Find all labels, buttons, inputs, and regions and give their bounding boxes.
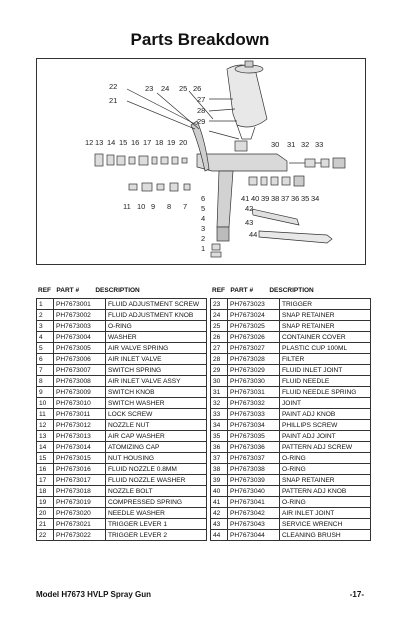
callout-label: 17 [143,138,152,147]
table-row [211,332,371,343]
cell-part: PH7673036 [228,442,280,453]
table-row [211,398,371,409]
cell-desc: FLUID NEEDLE SPRING [280,387,371,398]
cell-ref: 10 [37,398,54,409]
callout-label: 23 [145,84,154,93]
callout-label: 44 [249,230,258,239]
cell-ref: 33 [211,409,228,420]
cell-desc: PAINT ADJ KNOB [280,409,371,420]
cell-ref: 17 [37,475,54,486]
table-row [211,431,371,442]
cell-ref: 29 [211,365,228,376]
callout-label: 9 [151,202,156,211]
table-row [211,365,371,376]
cell-ref: 38 [211,464,228,475]
cell-part: PH7673003 [54,321,106,332]
desc-header: DESCRIPTION [95,287,140,294]
cell-desc: FILTER [280,354,371,365]
cell-desc: PATTERN ADJ SCREW [280,442,371,453]
cell-ref: 42 [211,508,228,519]
cell-desc: FLUID NOZZLE WASHER [106,475,207,486]
callout-label: 32 [301,140,310,149]
cell-desc: AIR INLET VALVE [106,354,207,365]
ref-header: REF [212,287,225,294]
part-header: PART # [56,287,80,294]
cell-desc: ATOMIZING CAP [106,442,207,453]
callout-label: 43 [245,218,254,227]
callout-label: 25 [179,84,188,93]
table-row [211,310,371,321]
cell-desc: FLUID NEEDLE [280,376,371,387]
table-row [211,420,371,431]
cell-part: PH7673022 [54,530,106,541]
table-row [211,486,371,497]
cell-ref: 37 [211,453,228,464]
cell-desc: SNAP RETAINER [280,321,371,332]
cell-desc: FLUID NOZZLE 0.8MM [106,464,207,475]
cell-part: PH7673029 [228,365,280,376]
callout-label: 35 [301,194,310,203]
cell-desc: AIR INLET VALVE ASSY [106,376,207,387]
ref-header: REF [38,287,51,294]
cell-ref: 43 [211,519,228,530]
cell-desc: PHILLIPS SCREW [280,420,371,431]
callout-label: 29 [197,117,206,126]
callout-label: 19 [167,138,176,147]
cell-desc: NUT HOUSING [106,453,207,464]
cell-part: PH7673014 [54,442,106,453]
cell-ref: 44 [211,530,228,541]
cell-ref: 35 [211,431,228,442]
table-row [37,420,207,431]
gun-body [197,154,287,171]
cell-desc: SERVICE WRENCH [280,519,371,530]
callout-label: 8 [167,202,172,211]
table-row [211,530,371,541]
table-row [211,475,371,486]
cell-part: PH7673024 [228,310,280,321]
cell-ref: 23 [211,299,228,310]
desc-header: DESCRIPTION [269,287,314,294]
table-row [211,508,371,519]
cell-ref: 9 [37,387,54,398]
table-row [37,497,207,508]
cell-ref: 22 [37,530,54,541]
table-row [37,508,207,519]
table-row [37,409,207,420]
table-row [211,453,371,464]
cell-ref: 4 [37,332,54,343]
cell-part: PH7673020 [54,508,106,519]
callout-label: 42 [245,204,254,213]
cell-part: PH7673032 [228,398,280,409]
cell-part: PH7673006 [54,354,106,365]
cell-part: PH7673023 [228,299,280,310]
parts-diagram [36,58,366,265]
table-row [211,387,371,398]
cell-part: PH7673027 [228,343,280,354]
cell-desc: SNAP RETAINER [280,310,371,321]
cell-part: PH7673034 [228,420,280,431]
cell-desc: SWITCH WASHER [106,398,207,409]
cell-part: PH7673015 [54,453,106,464]
callout-label: 31 [287,140,296,149]
callout-label: 26 [193,84,202,93]
cell-part: PH7673007 [54,365,106,376]
table-row [211,354,371,365]
table-row [37,519,207,530]
callout-label: 24 [161,84,170,93]
callout-label: 3 [201,224,206,233]
cell-ref: 40 [211,486,228,497]
callout-label: 10 [137,202,146,211]
callout-label: 18 [155,138,164,147]
cell-ref: 2 [37,310,54,321]
callout-label: 1 [201,244,206,253]
cell-desc: NEEDLE WASHER [106,508,207,519]
callout-label: 28 [197,106,206,115]
cell-part: PH7673037 [228,453,280,464]
cell-part: PH7673016 [54,464,106,475]
callout-label: 15 [119,138,128,147]
callout-label: 30 [271,140,280,149]
cell-ref: 1 [37,299,54,310]
cell-part: PH7673026 [228,332,280,343]
cell-ref: 14 [37,442,54,453]
table-row [211,519,371,530]
callout-label: 5 [201,204,206,213]
table-row [211,343,371,354]
cell-desc: SWITCH KNOB [106,387,207,398]
cell-ref: 6 [37,354,54,365]
table-row [37,321,207,332]
cell-part: PH7673042 [228,508,280,519]
cell-desc: NOZZLE NUT [106,420,207,431]
table-row [37,332,207,343]
cell-desc: TRIGGER LEVER 2 [106,530,207,541]
table-row [211,299,371,310]
cell-ref: 30 [211,376,228,387]
table-row [37,486,207,497]
cup-shape [227,65,267,127]
cell-desc: O-RING [280,453,371,464]
cell-ref: 28 [211,354,228,365]
cell-desc: CONTAINER COVER [280,332,371,343]
cell-part: PH7673008 [54,376,106,387]
cell-ref: 13 [37,431,54,442]
cell-part: PH7673019 [54,497,106,508]
cell-desc: PAINT ADJ JOINT [280,431,371,442]
part-header: PART # [230,287,254,294]
table-row [211,464,371,475]
cell-desc: WASHER [106,332,207,343]
cell-desc: AIR VALVE SPRING [106,343,207,354]
table-row [37,464,207,475]
callout-label: 20 [179,138,188,147]
table-row [37,475,207,486]
cell-ref: 39 [211,475,228,486]
table-row [37,398,207,409]
cell-part: PH7673009 [54,387,106,398]
page-title: Parts Breakdown [130,30,270,49]
table-row [37,299,207,310]
cell-ref: 18 [37,486,54,497]
cell-part: PH7673033 [228,409,280,420]
brush-shape [259,231,332,243]
cell-part: PH7673021 [54,519,106,530]
cell-desc: NOZZLE BOLT [106,486,207,497]
callout-label: 16 [131,138,140,147]
cell-desc: PLASTIC CUP 100ML [280,343,371,354]
cell-ref: 15 [37,453,54,464]
callout-label: 27 [197,95,206,104]
callout-label: 40 [251,194,260,203]
cell-ref: 32 [211,398,228,409]
cell-part: PH7673039 [228,475,280,486]
table-row [211,409,371,420]
table-row [37,376,207,387]
table-row [37,442,207,453]
cell-part: PH7673013 [54,431,106,442]
wrench-shape [252,209,299,225]
cell-desc: O-RING [106,321,207,332]
callout-label: 4 [201,214,206,223]
cell-ref: 19 [37,497,54,508]
cell-part: PH7673030 [228,376,280,387]
cell-part: PH7673025 [228,321,280,332]
cell-desc: FLUID ADJUSTMENT KNOB [106,310,207,321]
callout-label: 2 [201,234,206,243]
cell-desc: FLUID ADJUSTMENT SCREW [106,299,207,310]
footer-model: Model H7673 HVLP Spray Gun [36,590,151,599]
cell-ref: 27 [211,343,228,354]
table-row [211,497,371,508]
cell-part: PH7673038 [228,464,280,475]
cell-ref: 8 [37,376,54,387]
cell-desc: SWITCH SPRING [106,365,207,376]
callout-label: 36 [291,194,300,203]
table-row [37,365,207,376]
table-row [37,343,207,354]
left-column-headers [38,287,140,294]
cell-ref: 12 [37,420,54,431]
callout-label: 34 [311,194,320,203]
cell-part: PH7673028 [228,354,280,365]
cell-desc: PATTERN ADJ KNOB [280,486,371,497]
cell-part: PH7673005 [54,343,106,354]
callout-label: 22 [109,82,118,91]
cell-desc: SNAP RETAINER [280,475,371,486]
cell-part: PH7673043 [228,519,280,530]
cell-ref: 25 [211,321,228,332]
cell-ref: 16 [37,464,54,475]
table-row [211,376,371,387]
cell-ref: 11 [37,409,54,420]
cell-desc: O-RING [280,464,371,475]
cell-part: PH7673040 [228,486,280,497]
callout-label: 39 [261,194,270,203]
cell-part: PH7673031 [228,387,280,398]
cell-part: PH7673044 [228,530,280,541]
cell-ref: 41 [211,497,228,508]
cell-part: PH7673010 [54,398,106,409]
callout-label: 38 [271,194,280,203]
right-column-headers [212,287,314,294]
table-row [37,310,207,321]
cell-desc: LOCK SCREW [106,409,207,420]
cell-desc: O-RING [280,497,371,508]
callout-label: 7 [183,202,188,211]
callout-label: 6 [201,194,206,203]
callout-label: 11 [123,202,131,211]
cell-ref: 21 [37,519,54,530]
footer-page-number: -17- [349,590,364,599]
parts-table-left [36,298,207,541]
callout-label: 21 [109,96,118,105]
table-row [211,321,371,332]
cell-desc: COMPRESSED SPRING [106,497,207,508]
cell-ref: 24 [211,310,228,321]
cell-desc: AIR INLET JOINT [280,508,371,519]
cell-ref: 5 [37,343,54,354]
callout-label: 37 [281,194,290,203]
cell-ref: 7 [37,365,54,376]
cell-part: PH7673018 [54,486,106,497]
cell-ref: 20 [37,508,54,519]
gun-handle [217,171,233,227]
cell-part: PH7673041 [228,497,280,508]
cell-desc: CLEANING BRUSH [280,530,371,541]
cell-desc: JOINT [280,398,371,409]
table-row [37,453,207,464]
cell-part: PH7673012 [54,420,106,431]
cell-desc: TRIGGER [280,299,371,310]
cell-ref: 3 [37,321,54,332]
cell-part: PH7673002 [54,310,106,321]
table-row [37,387,207,398]
parts-table-right [210,298,371,541]
table-row [37,530,207,541]
cell-ref: 34 [211,420,228,431]
table-row [211,442,371,453]
cell-ref: 31 [211,387,228,398]
cell-part: PH7673017 [54,475,106,486]
cell-part: PH7673035 [228,431,280,442]
callout-label: 41 [241,194,250,203]
cell-desc: FLUID INLET JOINT [280,365,371,376]
callout-label: 13 [95,138,104,147]
cell-part: PH7673004 [54,332,106,343]
table-row [37,354,207,365]
cell-desc: AIR CAP WASHER [106,431,207,442]
callout-label: 14 [107,138,116,147]
cell-part: PH7673001 [54,299,106,310]
callout-label: 12 [85,138,94,147]
cell-ref: 26 [211,332,228,343]
callout-label: 33 [315,140,324,149]
cell-desc: TRIGGER LEVER 1 [106,519,207,530]
table-row [37,431,207,442]
cell-part: PH7673011 [54,409,106,420]
cell-ref: 36 [211,442,228,453]
